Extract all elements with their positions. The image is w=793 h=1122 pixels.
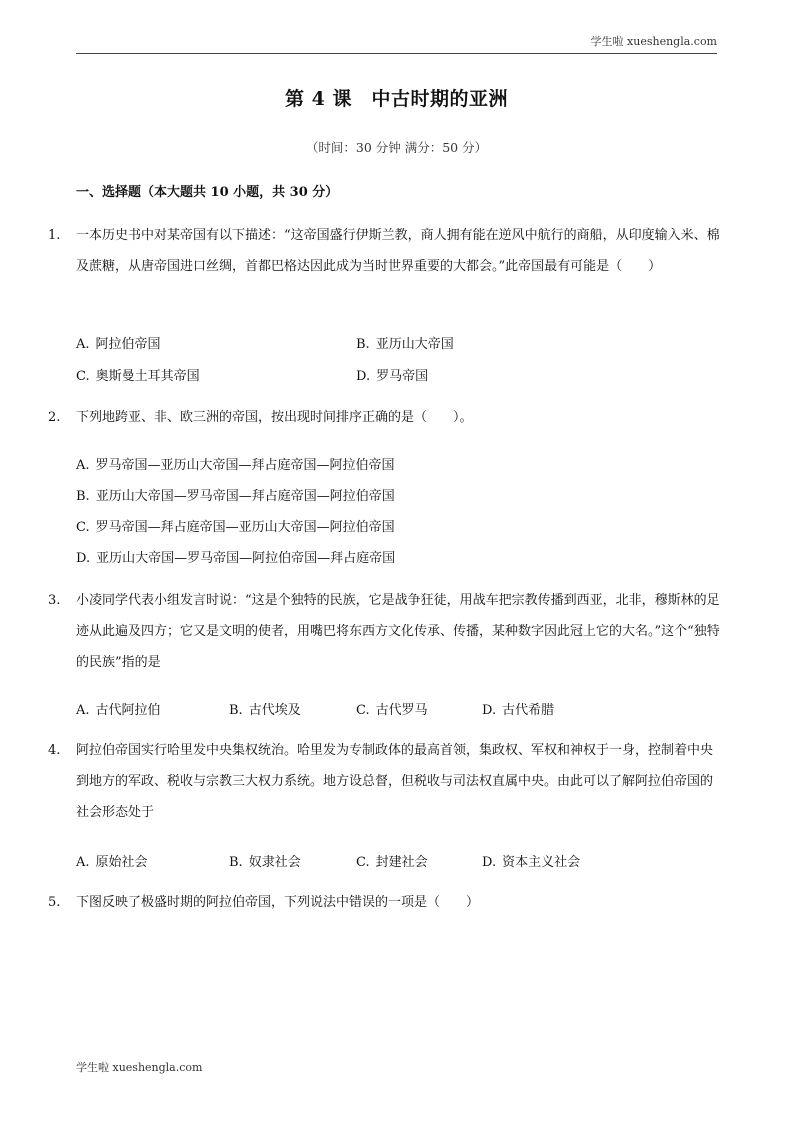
option-text: 亚历山大帝国—罗马帝国—阿拉伯帝国—拜占庭帝国 [96,551,396,566]
option-c [356,699,428,718]
option-text: 罗马帝国—拜占庭帝国—亚历山大帝国—阿拉伯帝国 [95,520,395,535]
option-b [356,333,454,352]
option-letter: B. [229,855,243,870]
option-letter: C. [76,520,90,535]
header-site-name: 学生啦 xueshengla.com [590,35,717,48]
option-c [76,516,395,535]
option-text: 古代罗马 [375,703,428,718]
option-letter: C. [356,703,370,718]
option-text: 封建社会 [375,855,428,870]
option-b [76,485,395,504]
question-number: 4. [48,743,61,758]
option-text: 古代希腊 [502,703,555,718]
question-number: 5. [48,895,61,910]
option-letter: D. [482,703,497,718]
option-letter: A. [76,855,90,870]
option-text: 罗马帝国—亚历山大帝国—拜占庭帝国—阿拉伯帝国 [95,458,395,473]
option-text: 奴隶社会 [248,855,301,870]
option-letter: A. [76,337,90,352]
option-a [76,454,395,473]
option-d [482,699,554,718]
option-text: 罗马帝国 [376,369,429,384]
header-divider [76,53,717,54]
question-text: 小凌同学代表小组发言时说：“这是个独特的民族，它是战争狂徒，用战车把宗教传播到西亚，北非，穆斯林的足迹从此遍及四方；它又是文明的使者，用嘴巴将东西方文化传承、传播，某种数字因此冠上它的大名。”这个“独特的民族”指的是 [76,593,720,670]
option-letter: A. [76,703,90,718]
option-b [229,851,301,870]
question-number: 2. [48,410,61,425]
question-2 [48,410,720,433]
option-c [76,365,200,384]
question-number: 1. [48,228,61,243]
option-letter: D. [482,855,497,870]
page-title: 第 4 课 中古时期的亚洲 [285,88,508,110]
question-text: 阿拉伯帝国实行哈里发中央集权统治。哈里发为专制政体的最高首领，集政权、军权和神权于一身，控制着中央到地方的军政、税收与宗教三大权力系统。地方设总督，但税收与司法权直属中央。由此可以了解阿拉伯帝国的社会形态处于 [76,743,714,820]
question-4 [48,743,720,828]
question-text: 一本历史书中对某帝国有以下描述：“这帝国盛行伊斯兰教，商人拥有能在逆风中航行的商船，从印度输入米、棉及蔗糖，从唐帝国进口丝绸，首都巴格达因此成为当时世界重要的大都会。”此帝国最有可能是（ ） [76,228,720,274]
option-text: 古代埃及 [248,703,301,718]
question-number: 3. [48,593,61,608]
option-d [76,547,395,566]
question-text: 下图反映了极盛时期的阿拉伯帝国，下列说法中错误的一项是（ ） [76,895,480,910]
option-text: 亚历山大帝国—罗马帝国—拜占庭帝国—阿拉伯帝国 [95,489,395,504]
option-a [76,699,161,718]
option-letter: D. [76,551,91,566]
option-letter: C. [356,855,370,870]
option-c [356,851,428,870]
option-text: 亚历山大帝国 [375,337,454,352]
option-d [356,365,428,384]
footer-site-name: 学生啦 xueshengla.com [76,1061,203,1074]
exam-info: （时间：30 分钟 满分：50 分） [305,140,488,155]
option-letter: C. [76,369,90,384]
section-heading: 一、选择题（本大题共 10 小题，共 30 分） [76,185,339,200]
option-letter: B. [76,489,90,504]
option-text: 阿拉伯帝国 [95,337,161,352]
option-a [76,851,148,870]
option-text: 奥斯曼土耳其帝国 [95,369,200,384]
option-letter: A. [76,458,90,473]
option-text: 古代阿拉伯 [95,703,161,718]
question-5 [48,895,720,918]
question-1 [48,228,720,282]
option-letter: D. [356,369,371,384]
question-text: 下列地跨亚、非、欧三洲的帝国，按出现时间排序正确的是（ ）。 [76,410,473,425]
question-3 [48,593,720,678]
option-text: 原始社会 [95,855,148,870]
option-d [482,851,580,870]
option-a [76,333,161,352]
option-letter: B. [229,703,243,718]
option-letter: B. [356,337,370,352]
option-b [229,699,301,718]
option-text: 资本主义社会 [502,855,581,870]
